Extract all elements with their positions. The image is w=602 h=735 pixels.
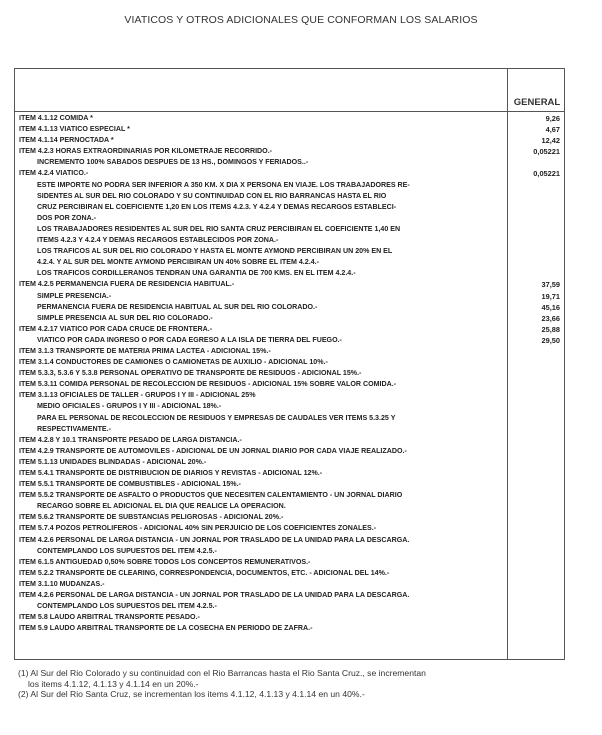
row-label: ITEM 5.8 LAUDO ARBITRAL TRANSPORTE PESADO.- (19, 613, 200, 622)
table-row (19, 146, 564, 157)
table-row (19, 302, 564, 313)
row-label: LOS TRABAJADORES RESIDENTES AL SUR DEL RIO SANTA CRUZ PERCIBIRAN EL COEFICIENTE 1,40 EN (37, 224, 401, 233)
row-label: ITEM 5.3.3, 5.3.6 Y 5.3.8 PERSONAL OPERATIVO DE TRANSPORTE DE RESIDUOS - ADICIONAL 15%.- (19, 369, 362, 378)
row-label: ITEM 5.7.4 POZOS PETROLIFEROS - ADICIONAL 40% SIN PERJUICIO DE LOS COEFICIENTES ZONALES.- (19, 524, 377, 533)
table-row (19, 479, 564, 490)
table-body (19, 113, 564, 634)
row-label: ITEM 4.2.4 VIATICO.- (19, 169, 89, 178)
table-row (19, 601, 564, 612)
row-value: 19,71 (541, 291, 560, 301)
table-row (19, 357, 564, 368)
table-row (19, 435, 564, 446)
row-label: RECARGO SOBRE EL ADICIONAL EL DIA QUE REALICE LA OPERACION. (37, 502, 286, 511)
salary-table (14, 68, 565, 660)
table-row (19, 191, 564, 202)
row-label: VIATICO POR CADA INGRESO O POR CADA EGRESO A LA ISLA DE TIERRA DEL FUEGO.- (37, 335, 342, 344)
table-row (19, 313, 564, 324)
table-row (19, 579, 564, 590)
table-row (19, 180, 564, 191)
table-row (19, 213, 564, 224)
row-label: CONTEMPLANDO LOS SUPUESTOS DEL ITEM 4.2.5.- (37, 546, 217, 555)
footnote-line: (2) Al Sur del Rio Santa Cruz, se incrementan los items 4.1.12, 4.1.13 y 4.1.14 en un 40%.- (18, 689, 365, 700)
row-label: ITEM 4.2.8 Y 10.1 TRANSPORTE PESADO DE LARGA DISTANCIA.- (19, 435, 242, 444)
table-row (19, 557, 564, 568)
row-label: ITEM 4.2.17 VIATICO POR CADA CRUCE DE FRONTERA.- (19, 324, 213, 333)
row-value: 4,67 (545, 125, 560, 135)
column-header-general: GENERAL (513, 97, 561, 108)
table-row (19, 291, 564, 302)
row-label: ITEM 4.2.6 PERSONAL DE LARGA DISTANCIA - UN JORNAL POR TRASLADO DE LA UNIDAD PARA LA DESCARGA. (19, 535, 410, 544)
row-label: ITEM 5.9 LAUDO ARBITRAL TRANSPORTE DE LA COSECHA EN PERIODO DE ZAFRA.- (19, 624, 313, 633)
row-label: ITEM 5.5.1 TRANSPORTE DE COMBUSTIBLES - ADICIONAL 15%.- (19, 480, 241, 489)
row-label: ITEM 4.2.9 TRANSPORTE DE AUTOMOVILES - ADICIONAL DE UN JORNAL DIARIO POR CADA VIAJE REALIZADO.- (19, 446, 407, 455)
table-row (19, 379, 564, 390)
table-row (19, 424, 564, 435)
row-label: ITEM 5.2.2 TRANSPORTE DE CLEARING, CORRESPONDENCIA, DOCUMENTOS, ETC. - ADICIONAL DEL 14%.- (19, 568, 390, 577)
row-label: ITEM 4.2.6 PERSONAL DE LARGA DISTANCIA - UN JORNAL POR TRASLADO DE LA UNIDAD PARA LA DESCARGA. (19, 591, 410, 600)
table-row (19, 390, 564, 401)
table-row (19, 468, 564, 479)
table-row (19, 279, 564, 290)
row-label: ITEM 3.1.3 TRANSPORTE DE MATERIA PRIMA LACTEA - ADICIONAL 15%.- (19, 346, 271, 355)
footnote-line: los items 4.1.12, 4.1.13 y 4.1.14 en un 20%.- (28, 678, 199, 689)
table-row (19, 512, 564, 523)
row-label: LOS TRAFICOS AL SUR DEL RIO COLORADO Y HASTA EL MONTE AYMOND PERCIBIRAN UN 20% EN EL (37, 247, 393, 256)
table-row (19, 324, 564, 335)
table-row (19, 523, 564, 534)
row-value: 0,05221 (533, 147, 560, 157)
footnotes (18, 668, 588, 700)
row-label: ITEM 5.6.2 TRANSPORTE DE SUBSTANCIAS PELIGROSAS - ADICIONAL 20%.- (19, 513, 284, 522)
table-row (19, 113, 564, 124)
header-divider (15, 111, 564, 112)
table-row (19, 257, 564, 268)
row-value: 9,26 (545, 114, 560, 123)
table-row (19, 335, 564, 346)
row-label: PARA EL PERSONAL DE RECOLECCION DE RESIDUOS Y EMPRESAS DE CAUDALES VER ITEMS 5.3.25 Y (37, 413, 396, 422)
table-row (19, 346, 564, 357)
table-row (19, 413, 564, 424)
row-label: ITEM 4.1.14 PERNOCTADA * (19, 136, 114, 145)
row-label: ITEM 4.2.5 PERMANENCIA FUERA DE RESIDENCIA HABITUAL.- (19, 280, 235, 289)
table-row (19, 268, 564, 279)
table-row (19, 457, 564, 468)
table-row (19, 124, 564, 135)
table-row (19, 157, 564, 168)
row-label: MEDIO OFICIALES - GRUPOS I Y III - ADICIONAL 18%.- (37, 402, 222, 411)
table-row (19, 235, 564, 246)
table-row (19, 546, 564, 557)
table-row (19, 202, 564, 213)
table-row (19, 590, 564, 601)
row-label: ESTE IMPORTE NO PODRA SER INFERIOR A 350 KM. X DIA X PERSONA EN VIAJE. LOS TRABAJADORES RE- (37, 180, 410, 189)
table-row (19, 535, 564, 546)
row-value: 45,16 (541, 302, 560, 312)
row-label: RESPECTIVAMENTE.- (37, 424, 111, 433)
row-label: SIMPLE PRESENCIA AL SUR DEL RIO COLORADO.- (37, 313, 213, 322)
row-label: DOS POR ZONA.- (37, 213, 97, 222)
table-row (19, 401, 564, 412)
row-label: ITEM 5.4.1 TRANSPORTE DE DISTRIBUCION DE DIARIOS Y REVISTAS - ADICIONAL 12%.- (19, 469, 323, 477)
row-label: INCREMENTO 100% SABADOS DESPUES DE 13 HS., DOMINGOS Y FERIADOS..- (37, 158, 309, 167)
table-row (19, 224, 564, 235)
row-value: 0,05221 (533, 169, 560, 179)
table-row (19, 168, 564, 179)
table-row (19, 568, 564, 579)
row-label: CONTEMPLANDO LOS SUPUESTOS DEL ITEM 4.2.5.- (37, 602, 217, 611)
row-label: ITEM 3.1.13 OFICIALES DE TALLER - GRUPOS I Y III - ADICIONAL 25% (19, 391, 256, 400)
row-label: CRUZ PERCIBIRAN EL COEFICIENTE 1,20 EN LOS ITEMS 4.2.3. Y 4.2.4 Y DEMAS RECARGOS ESTABLECI- (37, 202, 397, 211)
document-title: VIATICOS Y OTROS ADICIONALES QUE CONFORMAN LOS SALARIOS (124, 14, 478, 26)
row-label: ITEM 4.1.13 VIATICO ESPECIAL * (19, 125, 130, 134)
row-label: ITEM 4.1.12 COMIDA * (19, 114, 93, 122)
table-row (19, 135, 564, 146)
row-label: ITEM 6.1.5 ANTIGUEDAD 0,50% SOBRE TODOS LOS CONCEPTOS REMUNERATIVOS.- (19, 557, 311, 566)
row-value: 29,50 (541, 335, 560, 345)
table-row (19, 246, 564, 257)
row-label: ITEMS 4.2.3 Y 4.2.4 Y DEMAS RECARGOS ESTABLECIDOS POR ZONA.- (37, 236, 279, 245)
table-row (19, 490, 564, 501)
row-label: ITEM 5.5.2 TRANSPORTE DE ASFALTO O PRODUCTOS QUE NECESITEN CALENTAMIENTO - UN JORNAL DIARIO (19, 491, 403, 500)
row-value: 23,66 (541, 313, 560, 323)
table-row (19, 446, 564, 457)
row-label: PERMANENCIA FUERA DE RESIDENCIA HABITUAL AL SUR DEL RIO COLORADO.- (37, 302, 318, 311)
row-label: ITEM 4.2.3 HORAS EXTRAORDINARIAS POR KILOMETRAJE RECORRIDO.- (19, 147, 273, 156)
row-value: 37,59 (541, 280, 560, 290)
table-row (19, 501, 564, 512)
row-label: 4.2.4. Y AL SUR DEL MONTE AYMOND PERCIBIRAN UN 40% SOBRE EL ITEM 4.2.4.- (37, 258, 319, 267)
row-label: LOS TRAFICOS CORDILLERANOS TENDRAN UNA GARANTIA DE 700 KMS. EN EL ITEM 4.2.4.- (37, 269, 356, 278)
row-label: SIMPLE PRESENCIA.- (37, 291, 112, 300)
row-label: ITEM 5.1.13 UNIDADES BLINDADAS - ADICIONAL 20%.- (19, 457, 207, 466)
footnote-line: (1) Al Sur del Rio Colorado y su continuidad con el Rio Barrancas hasta el Rio Santa Cruz., se incrementan (18, 668, 426, 678)
table-row (19, 612, 564, 623)
row-label: ITEM 3.1.10 MUDANZAS.- (19, 579, 105, 588)
row-label: ITEM 5.3.11 COMIDA PERSONAL DE RECOLECCION DE RESIDUOS - ADICIONAL 15% SOBRE VALOR COMIDA.- (19, 380, 397, 389)
row-label: SIDENTES AL SUR DEL RIO COLORADO Y SU CONTINUIDAD CON EL RIO BARRANCAS HASTA EL RIO (37, 191, 387, 200)
row-value: 25,88 (541, 324, 560, 334)
row-value: 12,42 (541, 136, 560, 146)
row-label: ITEM 3.1.4 CONDUCTORES DE CAMIONES O CAMIONETAS DE AUXILIO - ADICIONAL 10%.- (19, 358, 328, 367)
table-row (19, 623, 564, 634)
table-row (19, 368, 564, 379)
